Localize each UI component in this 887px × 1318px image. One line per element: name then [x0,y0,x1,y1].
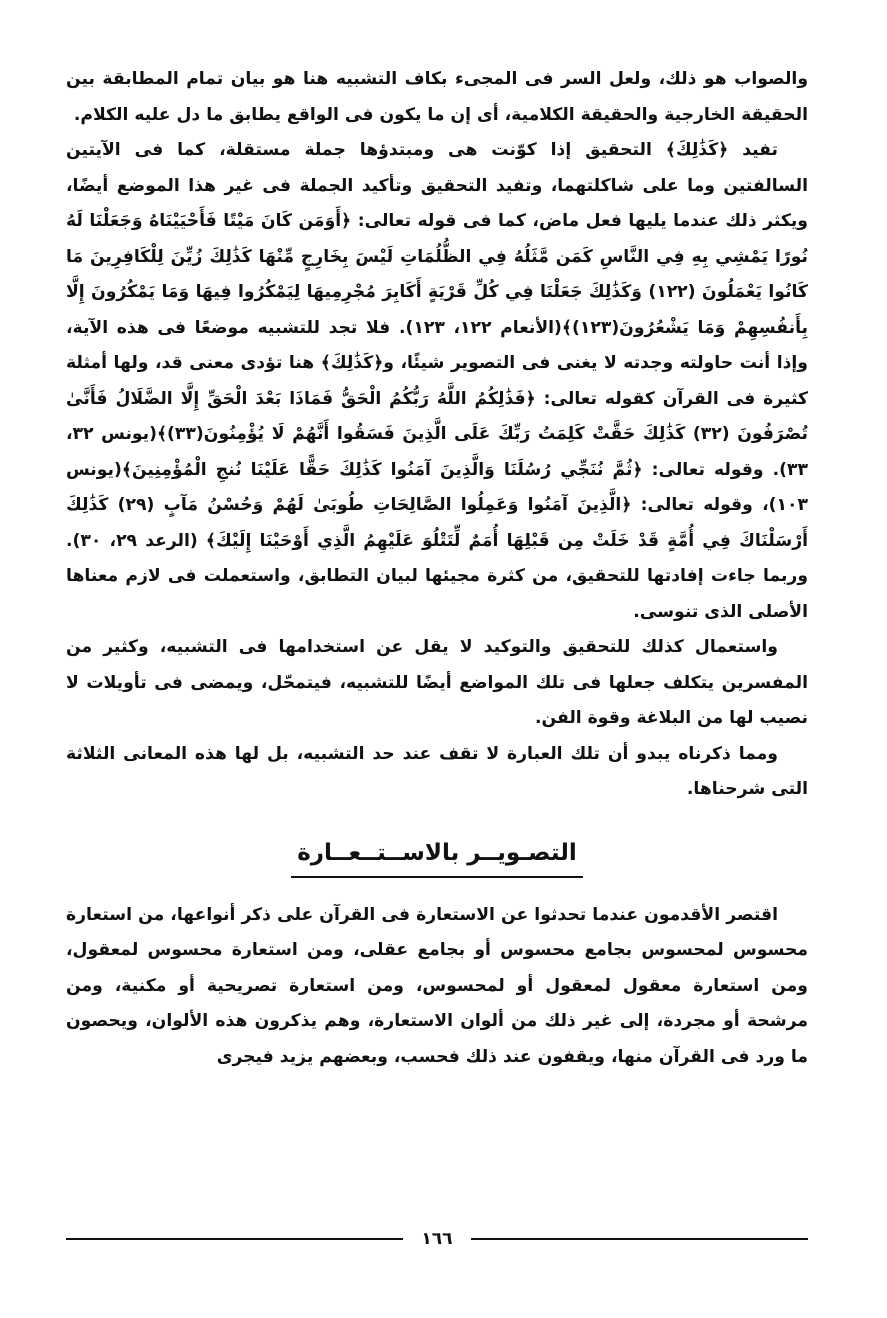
paragraph-2: تفيد ﴿كَذَٰلِكَ﴾ التحقيق إذا كوّنت هى ومبتدؤها جملة مستقلة، كما فى الآيتين السالفتين وما على شاكلتهما، وتفيد التحقيق وتأكيد الجملة فى غير هذا الموضع أيضًا، ويكثر ذلك عندما يليها فعل ماض، كما فى قوله تعالى: ﴿أَوَمَن كَانَ مَيْتًا فَأَحْيَيْنَاهُ وَجَعَلْنَا لَهُ نُورًا يَمْشِي بِهِ فِي النَّاسِ كَمَن مَّثَلُهُ فِي الظُّلُمَاتِ لَيْسَ بِخَارِجٍ مِّنْهَا كَذَٰلِكَ زُيِّنَ لِلْكَافِرِينَ مَا كَانُوا يَعْمَلُونَ (١٢٢) وَكَذَٰلِكَ جَعَلْنَا فِي كُلِّ قَرْيَةٍ أَكَابِرَ مُجْرِمِيهَا لِيَمْكُرُوا فِيهَا وَمَا يَمْكُرُونَ إِلَّا بِأَنفُسِهِمْ وَمَا يَشْعُرُونَ(١٢٣)﴾(الأنعام ١٢٢، ١٢٣). فلا تجد للتشبيه موضعًا فى هذه الآية، وإذا أنت حاولته وجدته لا يغنى فى التصوير شيئًا، و﴿كَذَٰلِكَ﴾ هنا تؤدى معنى قد، ولها أمثلة كثيرة فى القرآن كقوله تعالى: ﴿فَذَٰلِكُمُ اللَّهُ رَبُّكُمُ الْحَقُّ فَمَاذَا بَعْدَ الْحَقِّ إِلَّا الضَّلَالُ فَأَنَّىٰ تُصْرَفُونَ (٣٢) كَذَٰلِكَ حَقَّتْ كَلِمَتُ رَبِّكَ عَلَى الَّذِينَ فَسَقُوا أَنَّهُمْ لَا يُؤْمِنُونَ(٣٣)﴾(يونس ٣٢، ٣٣). وقوله تعالى: ﴿ثُمَّ نُنَجِّي رُسُلَنَا وَالَّذِينَ آمَنُوا كَذَٰلِكَ حَقًّا عَلَيْنَا نُنجِ الْمُؤْمِنِينَ﴾(يونس ١٠٣)، وقوله تعالى: ﴿الَّذِينَ آمَنُوا وَعَمِلُوا الصَّالِحَاتِ طُوبَىٰ لَهُمْ وَحُسْنُ مَآبٍ (٢٩) كَذَٰلِكَ أَرْسَلْنَاكَ فِي أُمَّةٍ قَدْ خَلَتْ مِن قَبْلِهَا أُمَمٌ لِّتَتْلُوَ عَلَيْهِمُ الَّذِي أَوْحَيْنَا إِلَيْكَ﴾ (الرعد ٢٩، ٣٠). وربما جاءت إفادتها للتحقيق، من كثرة مجيئها لبيان التطابق، واستعملت فى لازم معناها الأصلى الذى تنوسى. [66,140,808,622]
page-body [66,62,808,1252]
paragraph-5: اقتصر الأقدمون عندما تحدثوا عن الاستعارة فى القرآن على ذكر أنواعها، من استعارة محسوس لمحسوس بجامع محسوس أو بجامع عقلى، ومن استعارة محسوس لمعقول، ومن استعارة معقول لمعقول أو لمحسوس، ومن استعارة تصريحية أو مكنية، ومن مرشحة أو مجردة، إلى غير ذلك من ألوان الاستعارة، وهم يذكرون هذه الألوان، ويحصون ما ورد فى القرآن منها، ويقفون عند ذلك فحسب، وبعضهم يزيد فيجرى [66,904,808,1067]
page-number: ١٦٦ [421,1229,453,1249]
page-footer [66,1226,808,1252]
section-heading-wrap [66,834,808,878]
paragraph-4: ومما ذكرناه يبدو أن تلك العبارة لا تقف عند حد التشبيه، بل لها هذه المعانى الثلاثة التى شرحناها. [66,743,808,799]
paragraph-3: واستعمال كذلك للتحقيق والتوكيد لا يقل عن استخدامها فى التشبيه، وكثير من المفسرين يتكلف جعلها فى تلك المواضع أيضًا للتشبيه، فيتمحّل، ويمضى فى تأويلات لا نصيب لها من البلاغة وقوة الفن. [66,637,808,728]
paragraph-1: والصواب هو ذلك، ولعل السر فى المجىء بكاف التشبيه هنا هو بيان تمام المطابقة بين الحقيقة الخارجية والحقيقة الكلامية، أى إن ما يكون فى الواقع يطابق ما دل عليه الكلام. [66,69,808,125]
footer-rule-left [66,1238,403,1240]
footer-rule-right [471,1238,808,1240]
section-heading: التصـويــر بالاســتــعــارة [291,834,583,878]
